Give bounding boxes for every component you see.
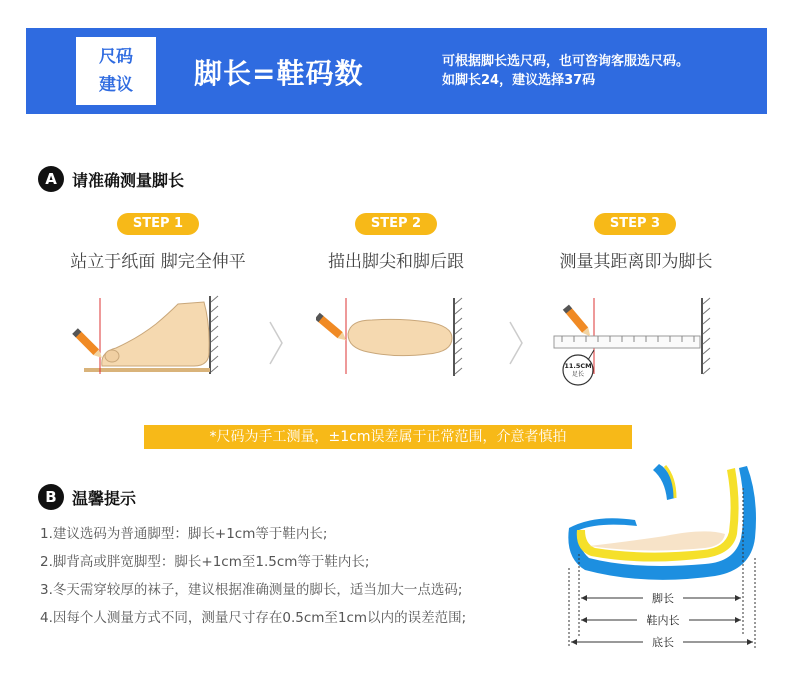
- step-1-badge: STEP 1: [117, 213, 199, 235]
- chevron-right-icon: [506, 320, 526, 366]
- step-3-illustration: [550, 294, 720, 390]
- wall-icon: [702, 298, 710, 374]
- header-banner: [26, 28, 767, 114]
- sole-length-label: 底长: [652, 636, 674, 649]
- step-2-illustration: [316, 294, 476, 384]
- step-1-text: 站立于纸面 脚完全伸平: [70, 252, 246, 272]
- tip-item: 1.建议选码为普通脚型：脚长+1cm等于鞋内长;: [40, 526, 328, 542]
- step-3-text: 测量其距离即为脚长: [559, 252, 713, 272]
- tip-item: 4.因每个人测量方式不同，测量尺寸存在0.5cm至1cm以内的误差范围;: [40, 610, 467, 626]
- wall-icon: [210, 296, 218, 374]
- section-a-header: [38, 166, 184, 192]
- section-a-title: 请准确测量脚长: [72, 170, 185, 190]
- badge-line2: 建议: [99, 75, 133, 95]
- shoe-cross-section-illustration: [555, 458, 770, 663]
- section-a-letter: A: [38, 166, 64, 192]
- section-b-title: 温馨提示: [72, 488, 137, 508]
- banner-title: 脚长=鞋码数: [194, 57, 364, 90]
- step-2-badge: STEP 2: [355, 213, 437, 235]
- banner-note-line1: 可根据脚长选尺码，也可咨询客服选尺码。: [442, 54, 690, 69]
- ruler-callout-value: 11.5CM: [564, 362, 592, 370]
- banner-note: [442, 52, 689, 90]
- section-b-header: [38, 484, 136, 510]
- step-2-text: 描出脚尖和脚后跟: [328, 252, 464, 272]
- ruler-icon: [554, 336, 700, 348]
- tip-item: 2.脚背高或胖宽脚型：脚长+1cm至1.5cm等于鞋内长;: [40, 554, 370, 570]
- pencil-icon: [316, 313, 349, 344]
- badge-line1: 尺码: [99, 47, 133, 67]
- section-b-letter: B: [38, 484, 64, 510]
- banner-note-line2: 如脚长24，建议选择37码: [442, 73, 596, 88]
- step-3-badge: STEP 3: [594, 213, 676, 235]
- measurement-notice: *尺码为手工测量，±1cm误差属于正常范围，介意者慎拍: [144, 425, 632, 449]
- inner-length-label: 鞋内长: [646, 614, 680, 627]
- foot-length-label: 脚长: [652, 592, 674, 605]
- tips-list: [40, 520, 466, 632]
- chevron-right-icon: [266, 320, 286, 366]
- pencil-icon: [563, 305, 594, 339]
- ruler-callout-label: 足长: [571, 371, 585, 378]
- size-advice-badge: [76, 37, 156, 105]
- wall-icon: [454, 298, 462, 376]
- tip-item: 3.冬天需穿较厚的袜子，建议根据准确测量的脚长，适当加大一点选码;: [40, 582, 463, 598]
- step-1-illustration: [64, 294, 234, 384]
